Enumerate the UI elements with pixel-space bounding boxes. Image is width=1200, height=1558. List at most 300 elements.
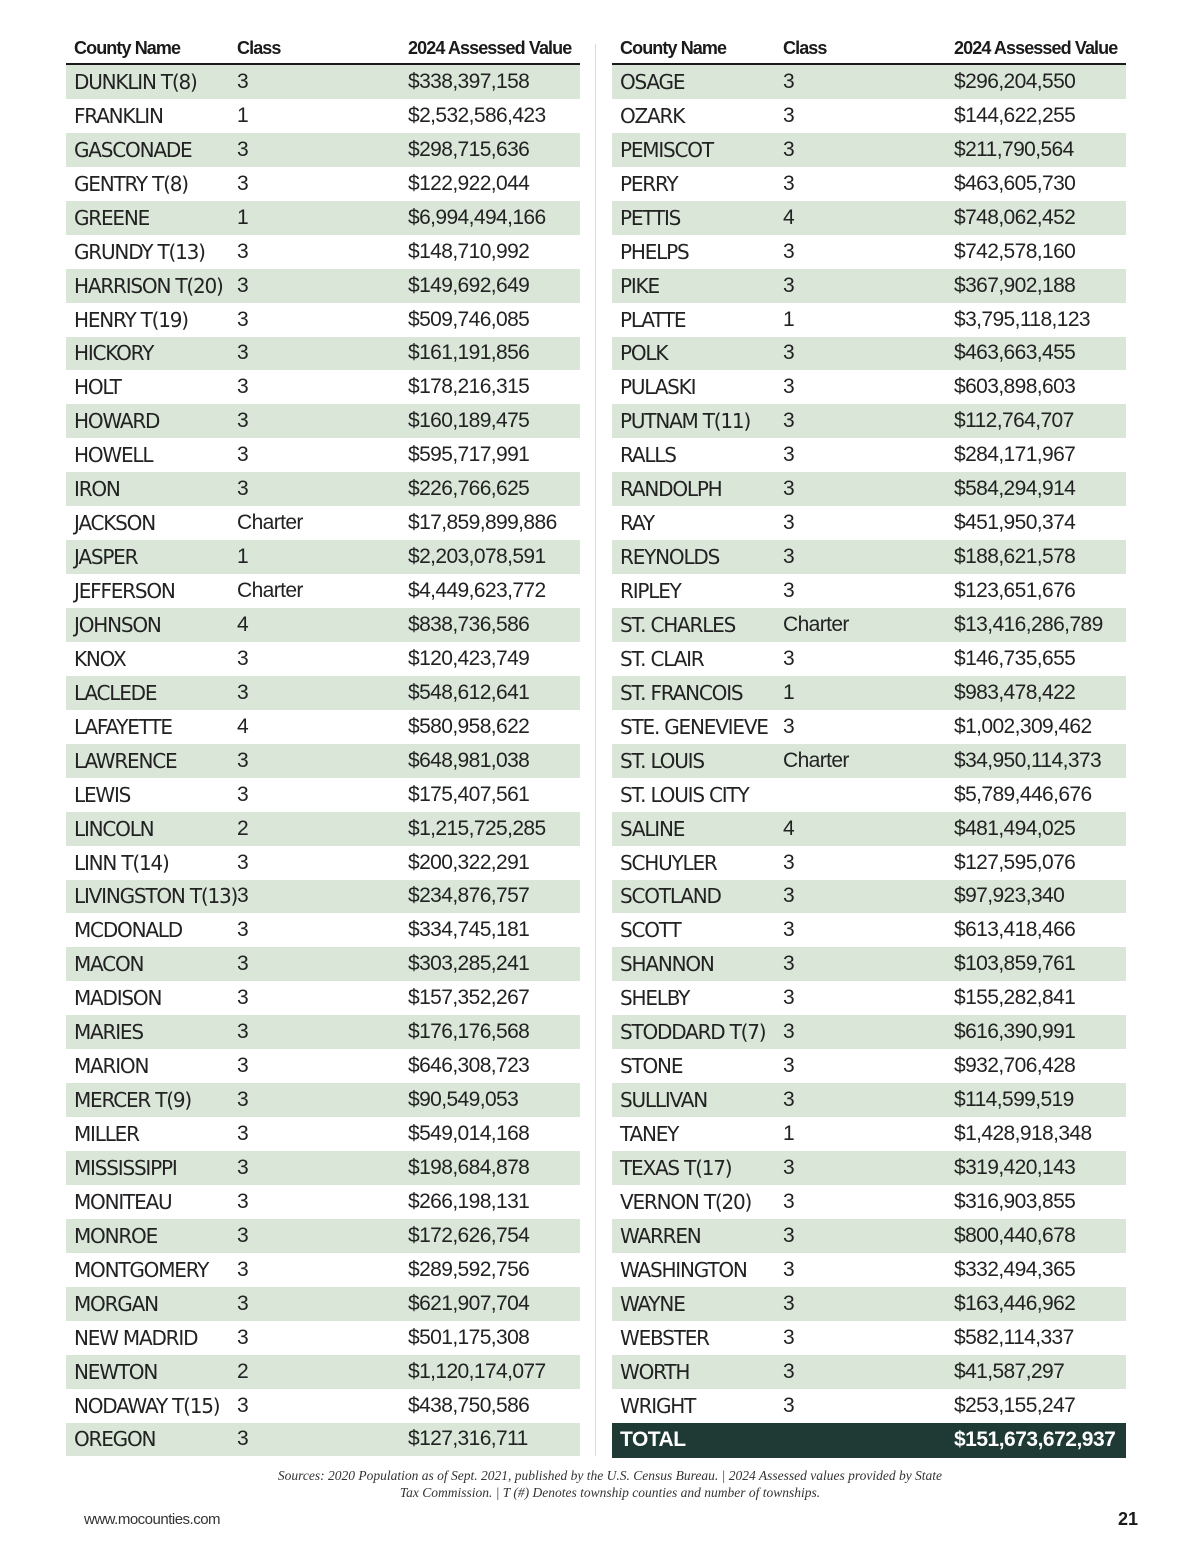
class-cell: 3	[237, 884, 249, 908]
class-cell: 3	[237, 1325, 249, 1349]
assessed-value-cell: $463,663,455	[954, 341, 1076, 365]
website-link[interactable]: www.mocounties.com	[84, 1511, 221, 1528]
class-cell: 3	[783, 443, 795, 467]
assessed-value-cell: $157,352,267	[408, 986, 530, 1010]
county-name-cell: OREGON	[74, 1427, 156, 1452]
class-cell: 3	[237, 1155, 249, 1179]
assessed-value-cell: $616,390,991	[954, 1020, 1076, 1044]
county-name-cell: WRIGHT	[620, 1393, 696, 1418]
assessed-value-cell: $13,416,286,789	[954, 612, 1103, 636]
assessed-value-cell: $200,322,291	[408, 850, 530, 874]
table-row	[612, 947, 1126, 981]
county-name-cell: JOHNSON	[74, 612, 161, 637]
assessed-value-cell: $149,692,649	[408, 273, 530, 297]
class-header: Class	[237, 38, 281, 58]
table-row	[612, 540, 1126, 574]
table-row	[612, 65, 1126, 99]
assessed-value-cell: $584,294,914	[954, 477, 1076, 501]
county-name-cell: MONITEAU	[74, 1189, 172, 1214]
county-name-cell: MISSISSIPPI	[74, 1155, 177, 1180]
table-row	[66, 710, 580, 744]
table-row	[66, 201, 580, 235]
class-cell: 3	[237, 341, 249, 365]
table-row	[66, 913, 580, 947]
table-row	[612, 1185, 1126, 1219]
left-table	[66, 36, 580, 1456]
county-name-cell: WASHINGTON	[620, 1257, 747, 1282]
class-cell: 3	[783, 545, 795, 569]
table-row	[66, 947, 580, 981]
assessed-value-cell: $549,014,168	[408, 1122, 530, 1146]
county-name-cell: DUNKLIN T(8)	[74, 69, 197, 94]
class-cell: 3	[783, 850, 795, 874]
table-row	[66, 574, 580, 608]
class-cell: 3	[783, 714, 795, 738]
table-row	[612, 778, 1126, 812]
table-row	[66, 1355, 580, 1389]
county-name-cell: STONE	[620, 1054, 683, 1079]
assessed-value-cell: $34,950,114,373	[954, 748, 1102, 772]
county-name-cell: STODDARD T(7)	[620, 1020, 766, 1045]
county-name-cell: RAY	[620, 511, 654, 536]
class-cell: 3	[783, 103, 795, 127]
class-cell: 1	[237, 103, 249, 127]
table-row	[612, 676, 1126, 710]
table-row	[66, 404, 580, 438]
table-row	[612, 880, 1126, 914]
class-cell: 3	[237, 1088, 249, 1112]
assessed-value-cell: $3,795,118,123	[954, 307, 1091, 331]
table-row	[66, 540, 580, 574]
class-cell: 3	[237, 137, 249, 161]
class-cell: 3	[237, 307, 249, 331]
table-row	[66, 1219, 580, 1253]
class-cell: 1	[783, 307, 795, 331]
class-cell: 3	[237, 646, 249, 670]
county-name-cell: SHELBY	[620, 986, 690, 1011]
assessed-value-cell: $175,407,561	[408, 782, 530, 806]
class-cell: 3	[237, 1020, 249, 1044]
assessed-value-header: 2024 Assessed Value	[408, 38, 572, 58]
assessed-value-cell: $172,626,754	[408, 1223, 530, 1247]
county-name-cell: LAFAYETTE	[74, 714, 172, 739]
county-name-cell: TANEY	[620, 1122, 679, 1147]
county-name-cell: NEW MADRID	[74, 1325, 198, 1350]
assessed-value-cell: $122,922,044	[408, 171, 530, 195]
table-row	[66, 269, 580, 303]
table-row	[66, 133, 580, 167]
county-name-cell: OSAGE	[620, 69, 685, 94]
table-row	[612, 981, 1126, 1015]
county-name-cell: LEWIS	[74, 782, 131, 807]
county-name-cell: SALINE	[620, 816, 685, 841]
county-name-cell: TEXAS T(17)	[620, 1155, 732, 1180]
assessed-value-cell: $548,612,641	[408, 680, 530, 704]
assessed-value-cell: $296,204,550	[954, 69, 1076, 93]
assessed-value-cell: $253,155,247	[954, 1393, 1076, 1417]
assessed-value-cell: $983,478,422	[954, 680, 1076, 704]
county-name-cell: PETTIS	[620, 205, 681, 230]
table-row	[66, 506, 580, 540]
table-row	[66, 846, 580, 880]
class-cell: 3	[783, 1189, 795, 1213]
assessed-value-cell: $146,735,655	[954, 646, 1076, 670]
class-cell: 1	[783, 680, 795, 704]
class-cell: Charter	[783, 748, 849, 772]
table-row	[612, 167, 1126, 201]
county-name-cell: ST. LOUIS CITY	[620, 782, 749, 807]
assessed-value-cell: $338,397,158	[408, 69, 530, 93]
class-cell: 3	[237, 850, 249, 874]
assessed-value-cell: $742,578,160	[954, 239, 1076, 263]
assessed-value-cell: $144,622,255	[954, 103, 1076, 127]
table-row	[612, 404, 1126, 438]
assessed-value-cell: $2,203,078,591	[408, 545, 546, 569]
assessed-value-cell: $648,981,038	[408, 748, 530, 772]
assessed-value-cell: $289,592,756	[408, 1257, 530, 1281]
assessed-value-cell: $438,750,586	[408, 1393, 530, 1417]
table-row	[612, 506, 1126, 540]
class-cell: 3	[237, 477, 249, 501]
class-cell: 3	[237, 171, 249, 195]
county-name-cell: LAWRENCE	[74, 748, 177, 773]
county-name-cell: MONROE	[74, 1223, 158, 1248]
table-row	[612, 1151, 1126, 1185]
table-row	[612, 1253, 1126, 1287]
class-cell: 3	[783, 1155, 795, 1179]
assessed-value-cell: $120,423,749	[408, 646, 530, 670]
county-name-cell: ST. LOUIS	[620, 748, 704, 773]
county-name-cell: WARREN	[620, 1223, 701, 1248]
table-row	[66, 1151, 580, 1185]
assessed-value-cell: $2,532,586,423	[408, 103, 546, 127]
county-name-cell: MADISON	[74, 986, 162, 1011]
class-cell: 2	[237, 816, 249, 840]
class-cell: 4	[237, 714, 249, 738]
assessed-value-cell: $148,710,992	[408, 239, 530, 263]
table-row	[612, 1355, 1126, 1389]
assessed-value-cell: $1,215,725,285	[408, 816, 546, 840]
assessed-value-cell: $114,599,519	[954, 1088, 1074, 1112]
assessed-value-cell: $582,114,337	[954, 1325, 1074, 1349]
county-name-header: County Name	[620, 38, 727, 58]
county-name-cell: KNOX	[74, 646, 126, 671]
class-cell: 3	[783, 273, 795, 297]
assessed-value-cell: $1,002,309,462	[954, 714, 1092, 738]
county-name-cell: RIPLEY	[620, 579, 681, 604]
table-row	[612, 99, 1126, 133]
county-name-cell: WEBSTER	[620, 1325, 709, 1350]
table-row	[612, 201, 1126, 235]
table-row	[612, 1049, 1126, 1083]
assessed-value-cell: $4,449,623,772	[408, 579, 546, 603]
county-name-cell: STE. GENEVIEVE	[620, 714, 768, 739]
county-name-cell: MONTGOMERY	[74, 1257, 209, 1282]
class-cell: 3	[237, 952, 249, 976]
county-name-cell: JACKSON	[74, 511, 155, 536]
county-name-cell: SCHUYLER	[620, 850, 717, 875]
county-name-cell: LIVINGSTON T(13)	[74, 884, 238, 909]
county-name-cell: ST. FRANCOIS	[620, 680, 743, 705]
assessed-value-cell: $838,736,586	[408, 612, 530, 636]
class-cell: 3	[237, 986, 249, 1010]
class-cell: 3	[783, 1359, 795, 1383]
table-row	[612, 133, 1126, 167]
county-name-cell: GASCONADE	[74, 137, 192, 162]
assessed-value-cell: $6,994,494,166	[408, 205, 546, 229]
class-cell: 3	[237, 1257, 249, 1281]
table-row	[66, 1015, 580, 1049]
county-name-cell: LACLEDE	[74, 680, 157, 705]
table-row	[66, 235, 580, 269]
table-row	[612, 574, 1126, 608]
assessed-value-cell: $161,191,856	[408, 341, 530, 365]
table-row	[612, 642, 1126, 676]
table-row	[612, 337, 1126, 371]
assessed-value-cell: $316,903,855	[954, 1189, 1076, 1213]
county-name-cell: HOWARD	[74, 409, 160, 434]
assessed-value-cell: $481,494,025	[954, 816, 1076, 840]
county-name-cell: FRANKLIN	[74, 103, 163, 128]
table-row	[66, 1287, 580, 1321]
assessed-value-cell: $334,745,181	[408, 918, 530, 942]
class-cell: 3	[237, 1054, 249, 1078]
class-cell: 3	[783, 952, 795, 976]
county-name-cell: IRON	[74, 477, 120, 502]
county-name-cell: OZARK	[620, 103, 685, 128]
page-number: 21	[1118, 1509, 1139, 1529]
county-name-cell: PIKE	[620, 273, 659, 298]
table-row	[66, 608, 580, 642]
class-cell: 3	[237, 1393, 249, 1417]
assessed-value-cell: $451,950,374	[954, 511, 1076, 535]
sources-line-1: Sources: 2020 Population as of Sept. 2021, published by the U.S. Census Bureau. | 2024 Assessed values provided by State	[277, 1468, 943, 1483]
table-row	[612, 1389, 1126, 1423]
county-name-cell: GRUNDY T(13)	[74, 239, 205, 264]
class-cell: 3	[237, 1223, 249, 1247]
assessed-value-cell: $234,876,757	[408, 884, 530, 908]
class-cell: 3	[237, 409, 249, 433]
table-row	[66, 1049, 580, 1083]
assessed-value-cell: $266,198,131	[408, 1189, 530, 1213]
assessed-value-cell: $163,446,962	[954, 1291, 1076, 1315]
class-cell: 1	[237, 205, 249, 229]
class-cell: 3	[237, 443, 249, 467]
assessed-value-cell: $603,898,603	[954, 375, 1076, 399]
table-row	[66, 642, 580, 676]
table-row	[612, 913, 1126, 947]
sources-note	[200, 1467, 1020, 1501]
county-name-cell: JEFFERSON	[74, 579, 175, 604]
county-name-cell: HOWELL	[74, 443, 153, 468]
assessed-value-cell: $127,595,076	[954, 850, 1076, 874]
assessed-value-cell: $932,706,428	[954, 1054, 1076, 1078]
table-row	[66, 99, 580, 133]
class-cell: 4	[783, 816, 795, 840]
table-row	[612, 1287, 1126, 1321]
table-row	[612, 1015, 1126, 1049]
table-row	[66, 812, 580, 846]
table-row	[612, 1117, 1126, 1151]
assessed-value-cell: $621,907,704	[408, 1291, 530, 1315]
assessed-value-header: 2024 Assessed Value	[954, 38, 1118, 58]
county-name-cell: SCOTLAND	[620, 884, 721, 909]
county-name-cell: ST. CLAIR	[620, 646, 704, 671]
class-cell: 3	[237, 680, 249, 704]
county-name-cell: PLATTE	[620, 307, 686, 332]
table-row	[66, 1423, 580, 1457]
table-row	[66, 744, 580, 778]
assessed-value-cell: $176,176,568	[408, 1020, 530, 1044]
table-row	[612, 303, 1126, 337]
assessed-value-cell: $41,587,297	[954, 1359, 1065, 1383]
county-name-cell: LINCOLN	[74, 816, 154, 841]
county-name-cell: GENTRY T(8)	[74, 171, 188, 196]
assessed-value-cell: $112,764,707	[954, 409, 1074, 433]
assessed-value-cell: $226,766,625	[408, 477, 530, 501]
table-row	[66, 1185, 580, 1219]
assessed-value-cell: $284,171,967	[954, 443, 1076, 467]
class-cell: 1	[237, 545, 249, 569]
class-cell: 3	[783, 341, 795, 365]
total-value: $151,673,672,937	[954, 1428, 1116, 1451]
county-name-cell: REYNOLDS	[620, 545, 720, 570]
county-name-cell: POLK	[620, 341, 668, 366]
table-row	[612, 1321, 1126, 1355]
county-name-cell: LINN T(14)	[74, 850, 169, 875]
table-row	[66, 337, 580, 371]
county-name-cell: HOLT	[74, 375, 121, 400]
table-row	[66, 1083, 580, 1117]
class-cell: 3	[783, 1257, 795, 1281]
table-header	[612, 36, 1126, 65]
county-name-cell: MCDONALD	[74, 918, 182, 943]
county-name-cell: MACON	[74, 952, 144, 977]
table-row	[612, 744, 1126, 778]
class-cell: 3	[783, 239, 795, 263]
assessed-value-cell: $211,790,564	[954, 137, 1074, 161]
table-row	[612, 846, 1126, 880]
county-name-cell: NEWTON	[74, 1359, 158, 1384]
table-row	[612, 608, 1126, 642]
class-cell: 4	[783, 205, 795, 229]
county-name-cell: GREENE	[74, 205, 150, 230]
class-cell: Charter	[783, 612, 849, 636]
class-cell: 3	[783, 884, 795, 908]
assessed-value-cell: $298,715,636	[408, 137, 530, 161]
total-label: TOTAL	[620, 1428, 686, 1451]
county-name-cell: PEMISCOT	[620, 137, 713, 162]
assessed-value-cell: $103,859,761	[954, 952, 1076, 976]
county-name-cell: MARIES	[74, 1020, 143, 1045]
assessed-value-cell: $198,684,878	[408, 1155, 530, 1179]
table-row	[66, 1253, 580, 1287]
county-name-cell: NODAWAY T(15)	[74, 1393, 220, 1418]
county-name-cell: MORGAN	[74, 1291, 158, 1316]
class-cell: 4	[237, 612, 249, 636]
table-row	[612, 710, 1126, 744]
right-table-body	[612, 65, 1126, 1423]
assessed-value-cell: $160,189,475	[408, 409, 530, 433]
class-cell: 3	[783, 1325, 795, 1349]
county-name-cell: PHELPS	[620, 239, 689, 264]
class-cell: 3	[237, 375, 249, 399]
table-row	[612, 1219, 1126, 1253]
class-cell: 3	[237, 239, 249, 263]
class-cell: 3	[783, 646, 795, 670]
class-cell: 3	[783, 1223, 795, 1247]
class-cell: Charter	[237, 579, 303, 603]
assessed-value-cell: $463,605,730	[954, 171, 1076, 195]
class-cell: 3	[783, 477, 795, 501]
table-row	[66, 981, 580, 1015]
county-name-cell: HICKORY	[74, 341, 154, 366]
class-cell: 3	[783, 1054, 795, 1078]
assessed-value-cell: $646,308,723	[408, 1054, 530, 1078]
class-cell: 3	[783, 375, 795, 399]
assessed-value-cell: $501,175,308	[408, 1325, 530, 1349]
table-row	[66, 778, 580, 812]
table-row	[66, 880, 580, 914]
class-cell: 3	[237, 273, 249, 297]
class-cell: 3	[237, 1189, 249, 1213]
class-cell: 3	[783, 409, 795, 433]
table-row	[66, 303, 580, 337]
class-cell: 3	[783, 579, 795, 603]
table-row	[66, 1117, 580, 1151]
assessed-value-cell: $5,789,446,676	[954, 782, 1092, 806]
assessed-value-cell: $748,062,452	[954, 205, 1076, 229]
county-name-cell: WAYNE	[620, 1291, 685, 1316]
column-divider	[595, 44, 596, 1456]
assessed-value-cell: $580,958,622	[408, 714, 530, 738]
table-row	[612, 472, 1126, 506]
county-name-cell: MERCER T(9)	[74, 1088, 191, 1113]
class-cell: 3	[237, 1427, 249, 1451]
table-row	[66, 167, 580, 201]
class-cell: 3	[783, 171, 795, 195]
county-name-cell: PUTNAM T(11)	[620, 409, 751, 434]
assessed-value-cell: $332,494,365	[954, 1257, 1076, 1281]
class-cell: 3	[237, 782, 249, 806]
assessed-value-cell: $155,282,841	[954, 986, 1076, 1010]
left-table-body	[66, 65, 580, 1456]
assessed-value-cell: $367,902,188	[954, 273, 1076, 297]
county-name-cell: SHANNON	[620, 952, 714, 977]
class-cell: Charter	[237, 511, 303, 535]
class-cell: 2	[237, 1359, 249, 1383]
class-cell: 3	[783, 918, 795, 942]
class-cell: 3	[783, 1393, 795, 1417]
assessed-value-cell: $90,549,053	[408, 1088, 519, 1112]
class-cell: 3	[783, 1088, 795, 1112]
county-name-cell: RANDOLPH	[620, 477, 722, 502]
county-name-cell: ST. CHARLES	[620, 612, 736, 637]
assessed-value-cell: $127,316,711	[408, 1427, 528, 1451]
county-name-cell: PULASKI	[620, 375, 696, 400]
class-cell: 3	[237, 69, 249, 93]
total-row	[612, 1423, 1126, 1458]
assessed-value-cell: $178,216,315	[408, 375, 530, 399]
class-cell: 3	[237, 748, 249, 772]
table-row	[612, 812, 1126, 846]
county-name-cell: WORTH	[620, 1359, 690, 1384]
county-name-cell: MARION	[74, 1054, 149, 1079]
county-name-header: County Name	[74, 38, 181, 58]
assessed-value-cell: $319,420,143	[954, 1155, 1076, 1179]
table-row	[66, 370, 580, 404]
table-row	[66, 438, 580, 472]
